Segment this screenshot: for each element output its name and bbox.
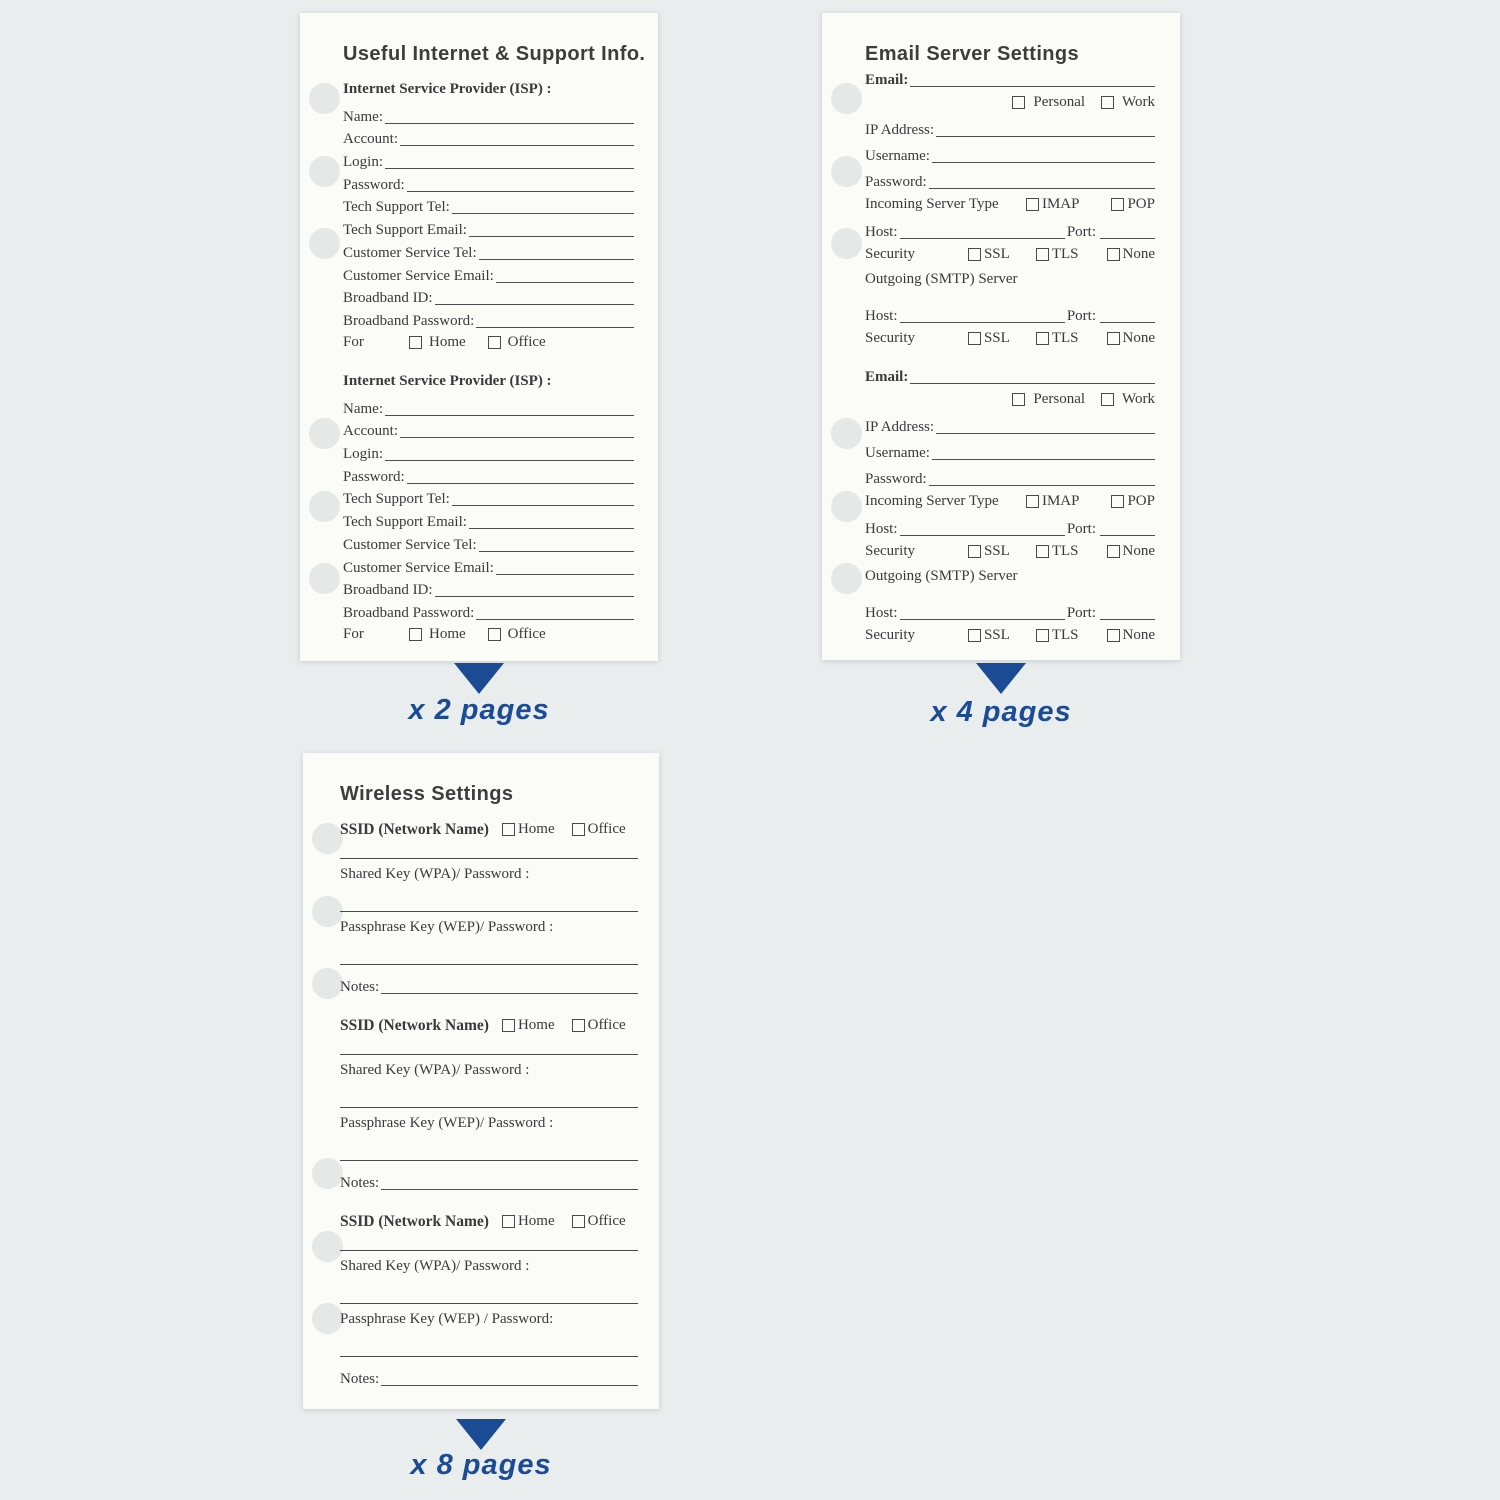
for-row bbox=[343, 625, 634, 645]
ssl-label: SSL bbox=[983, 626, 1010, 643]
binder-hole bbox=[309, 83, 340, 114]
form-row bbox=[865, 140, 1155, 166]
tls-checkbox bbox=[1036, 248, 1049, 261]
blank-line bbox=[340, 1356, 638, 1357]
personal-checkbox bbox=[1012, 393, 1025, 406]
imap-checkbox bbox=[1026, 495, 1039, 508]
security-label: Security bbox=[865, 626, 915, 643]
office-label: Office bbox=[507, 334, 546, 351]
field-label: IP Address: bbox=[865, 419, 935, 435]
notes-label: Notes: bbox=[340, 1371, 380, 1387]
binder-hole bbox=[312, 1303, 343, 1334]
form-row bbox=[343, 308, 634, 331]
isp-section-title: Internet Service Provider (ISP) : bbox=[343, 373, 552, 389]
work-label: Work bbox=[1122, 93, 1155, 110]
field-label: Password: bbox=[865, 471, 927, 487]
form-row bbox=[343, 240, 634, 263]
ssid-row bbox=[340, 1016, 638, 1035]
ssl-checkbox bbox=[968, 629, 981, 642]
ssl-checkbox bbox=[968, 248, 981, 261]
form-row bbox=[343, 127, 634, 150]
blank-line bbox=[340, 1107, 638, 1108]
personal-label: Personal bbox=[1033, 93, 1086, 110]
field-label: Username: bbox=[865, 148, 930, 164]
field-label: Broadband Password: bbox=[343, 604, 475, 621]
port-label: Port: bbox=[1066, 224, 1096, 240]
blank-line bbox=[381, 993, 638, 994]
blank-line bbox=[340, 1250, 638, 1251]
email-page-count: x 4 pages bbox=[930, 696, 1072, 728]
office-checkbox bbox=[572, 1215, 585, 1228]
blank-line bbox=[385, 415, 634, 416]
home-checkbox bbox=[502, 1019, 515, 1032]
blank-line bbox=[400, 145, 634, 146]
port-label: Port: bbox=[1066, 605, 1096, 621]
blank-line bbox=[435, 304, 634, 305]
tls-label: TLS bbox=[1051, 542, 1079, 559]
form-row bbox=[343, 441, 634, 464]
blank-line bbox=[340, 858, 638, 859]
field-label: Tech Support Email: bbox=[343, 514, 467, 531]
isp-info-page bbox=[300, 13, 658, 661]
field-label: Customer Service Tel: bbox=[343, 244, 477, 261]
binder-hole bbox=[309, 228, 340, 259]
security-label: Security bbox=[865, 542, 915, 559]
blank-line bbox=[340, 1303, 638, 1304]
email-section-1 bbox=[865, 68, 1155, 350]
security-row bbox=[865, 623, 1155, 647]
email-label: Email: bbox=[865, 72, 909, 88]
blank-line bbox=[407, 483, 634, 484]
blank-line bbox=[385, 460, 634, 461]
none-label: None bbox=[1122, 626, 1155, 643]
ssid-row bbox=[340, 820, 638, 839]
none-checkbox bbox=[1107, 545, 1120, 558]
none-label: None bbox=[1122, 329, 1155, 346]
blank-line bbox=[1100, 535, 1155, 536]
ssid-label: SSID (Network Name) bbox=[340, 820, 489, 838]
blank-line bbox=[479, 259, 634, 260]
field-label: Broadband ID: bbox=[343, 290, 433, 307]
blank-line bbox=[435, 596, 634, 597]
form-row bbox=[343, 555, 634, 578]
email-section-2 bbox=[865, 365, 1155, 647]
outgoing-server-label: Outgoing (SMTP) Server bbox=[865, 271, 1018, 287]
wireless-section-1 bbox=[340, 820, 638, 997]
tls-label: TLS bbox=[1051, 245, 1079, 262]
email-row bbox=[865, 68, 1155, 90]
none-checkbox bbox=[1107, 248, 1120, 261]
incoming-server-label: Incoming Server Type bbox=[865, 492, 999, 509]
wireless-section-2 bbox=[340, 1016, 638, 1193]
wireless-settings-page bbox=[303, 753, 659, 1409]
home-checkbox bbox=[409, 336, 422, 349]
blank-line bbox=[479, 551, 634, 552]
shared-key-label: Shared Key (WPA)/ Password : bbox=[340, 866, 530, 882]
blank-line bbox=[932, 459, 1155, 460]
home-label: Home bbox=[429, 626, 466, 643]
ssl-label: SSL bbox=[983, 245, 1010, 262]
isp-page-title: Useful Internet & Support Info. bbox=[343, 43, 646, 65]
field-label: Tech Support Tel: bbox=[343, 199, 450, 216]
binder-hole bbox=[309, 156, 340, 187]
work-label: Work bbox=[1122, 390, 1155, 407]
tls-checkbox bbox=[1036, 545, 1049, 558]
ssl-checkbox bbox=[968, 545, 981, 558]
blank-line bbox=[340, 911, 638, 912]
imap-checkbox bbox=[1026, 198, 1039, 211]
shared-key-label: Shared Key (WPA)/ Password : bbox=[340, 1258, 530, 1274]
field-label: Name: bbox=[343, 108, 383, 125]
blank-line bbox=[340, 1160, 638, 1161]
ssl-label: SSL bbox=[983, 542, 1010, 559]
form-row bbox=[343, 396, 634, 419]
form-row bbox=[865, 437, 1155, 463]
home-checkbox bbox=[502, 1215, 515, 1228]
blank-line bbox=[936, 136, 1155, 137]
blank-line bbox=[1100, 619, 1155, 620]
host-label: Host: bbox=[865, 605, 898, 621]
notes-row bbox=[340, 1173, 638, 1193]
security-row bbox=[865, 242, 1155, 266]
home-label: Home bbox=[429, 334, 466, 351]
notes-label: Notes: bbox=[340, 979, 380, 995]
wireless-section-3 bbox=[340, 1212, 638, 1389]
host-label: Host: bbox=[865, 521, 898, 537]
blank-line bbox=[900, 322, 1065, 323]
field-label: Customer Service Email: bbox=[343, 559, 494, 576]
binder-hole bbox=[312, 1231, 343, 1262]
outgoing-server-label: Outgoing (SMTP) Server bbox=[865, 568, 1018, 584]
blank-line bbox=[910, 383, 1155, 384]
blank-line bbox=[340, 964, 638, 965]
email-row bbox=[865, 365, 1155, 387]
form-row bbox=[343, 195, 634, 218]
home-checkbox bbox=[409, 628, 422, 641]
blank-line bbox=[400, 437, 634, 438]
ssid-label: SSID (Network Name) bbox=[340, 1212, 489, 1230]
security-row bbox=[865, 326, 1155, 350]
host-label: Host: bbox=[865, 308, 898, 324]
form-row bbox=[865, 411, 1155, 437]
blank-line bbox=[452, 213, 634, 214]
outgoing-server-row bbox=[865, 268, 1155, 288]
blank-line bbox=[932, 162, 1155, 163]
office-label: Office bbox=[587, 821, 626, 837]
none-checkbox bbox=[1107, 332, 1120, 345]
form-row bbox=[865, 166, 1155, 192]
form-row bbox=[865, 463, 1155, 489]
pop-label: POP bbox=[1127, 195, 1155, 212]
office-checkbox bbox=[572, 1019, 585, 1032]
office-checkbox bbox=[488, 336, 501, 349]
host-port-row bbox=[865, 597, 1155, 623]
ssid-label: SSID (Network Name) bbox=[340, 1016, 489, 1034]
binder-hole bbox=[312, 896, 343, 927]
field-label: Password: bbox=[343, 176, 405, 193]
field-label: Customer Service Tel: bbox=[343, 536, 477, 553]
none-checkbox bbox=[1107, 629, 1120, 642]
blank-line bbox=[900, 238, 1065, 239]
blank-line bbox=[929, 485, 1155, 486]
none-label: None bbox=[1122, 542, 1155, 559]
blank-line bbox=[381, 1385, 638, 1386]
form-row bbox=[343, 286, 634, 309]
for-row bbox=[343, 333, 634, 353]
down-arrow-icon bbox=[454, 663, 504, 694]
blank-line bbox=[476, 619, 634, 620]
blank-line bbox=[910, 86, 1155, 87]
down-arrow-icon bbox=[976, 663, 1026, 694]
security-label: Security bbox=[865, 329, 915, 346]
form-row bbox=[343, 263, 634, 286]
form-row bbox=[343, 600, 634, 623]
field-label: Password: bbox=[343, 468, 405, 485]
pop-checkbox bbox=[1111, 198, 1124, 211]
isp-section-2 bbox=[343, 373, 634, 645]
office-checkbox bbox=[488, 628, 501, 641]
form-row bbox=[343, 464, 634, 487]
blank-line bbox=[496, 574, 634, 575]
blank-line bbox=[469, 528, 634, 529]
blank-line bbox=[476, 327, 634, 328]
blank-line bbox=[452, 505, 634, 506]
field-label: Login: bbox=[343, 154, 383, 171]
incoming-server-label: Incoming Server Type bbox=[865, 195, 999, 212]
home-checkbox bbox=[502, 823, 515, 836]
binder-hole bbox=[312, 1158, 343, 1189]
form-row bbox=[343, 578, 634, 601]
tls-checkbox bbox=[1036, 629, 1049, 642]
blank-line bbox=[900, 619, 1065, 620]
notes-row bbox=[340, 1369, 638, 1389]
pop-checkbox bbox=[1111, 495, 1124, 508]
binder-hole bbox=[309, 491, 340, 522]
tls-checkbox bbox=[1036, 332, 1049, 345]
imap-label: IMAP bbox=[1041, 492, 1080, 509]
office-label: Office bbox=[587, 1017, 626, 1033]
binder-hole bbox=[312, 968, 343, 999]
tls-label: TLS bbox=[1051, 626, 1079, 643]
office-checkbox bbox=[572, 823, 585, 836]
form-row bbox=[343, 487, 634, 510]
isp-section-title: Internet Service Provider (ISP) : bbox=[343, 81, 552, 97]
binder-hole bbox=[831, 228, 862, 259]
binder-hole bbox=[312, 823, 343, 854]
outgoing-server-row bbox=[865, 565, 1155, 585]
isp-page-count: x 2 pages bbox=[408, 694, 550, 726]
blank-line bbox=[936, 433, 1155, 434]
security-label: Security bbox=[865, 245, 915, 262]
email-settings-page bbox=[822, 13, 1180, 660]
blank-line bbox=[496, 282, 634, 283]
home-label: Home bbox=[517, 1213, 555, 1229]
office-label: Office bbox=[587, 1213, 626, 1229]
ssid-row bbox=[340, 1212, 638, 1231]
none-label: None bbox=[1122, 245, 1155, 262]
blank-line bbox=[1100, 238, 1155, 239]
wireless-page-title: Wireless Settings bbox=[340, 783, 514, 805]
form-row bbox=[865, 114, 1155, 140]
work-checkbox bbox=[1101, 96, 1114, 109]
email-label: Email: bbox=[865, 369, 909, 385]
form-row bbox=[343, 217, 634, 240]
binder-hole bbox=[831, 491, 862, 522]
host-port-row bbox=[865, 216, 1155, 242]
incoming-server-row bbox=[865, 192, 1155, 216]
port-label: Port: bbox=[1066, 308, 1096, 324]
email-type-row bbox=[865, 387, 1155, 411]
blank-line bbox=[385, 123, 634, 124]
home-label: Home bbox=[517, 1017, 555, 1033]
wireless-page-count: x 8 pages bbox=[410, 1449, 552, 1481]
blank-line bbox=[385, 168, 634, 169]
binder-hole bbox=[831, 156, 862, 187]
email-type-row bbox=[865, 90, 1155, 114]
down-arrow-icon bbox=[456, 1419, 506, 1450]
personal-label: Personal bbox=[1033, 390, 1086, 407]
form-row bbox=[343, 532, 634, 555]
personal-checkbox bbox=[1012, 96, 1025, 109]
field-label: Broadband ID: bbox=[343, 582, 433, 599]
for-label: For bbox=[343, 626, 364, 643]
for-label: For bbox=[343, 334, 364, 351]
binder-hole bbox=[831, 418, 862, 449]
form-row bbox=[343, 149, 634, 172]
security-row bbox=[865, 539, 1155, 563]
notes-row bbox=[340, 977, 638, 997]
blank-line bbox=[407, 191, 634, 192]
host-port-row bbox=[865, 513, 1155, 539]
binder-hole bbox=[831, 563, 862, 594]
notes-label: Notes: bbox=[340, 1175, 380, 1191]
binder-hole bbox=[309, 418, 340, 449]
tls-label: TLS bbox=[1051, 329, 1079, 346]
home-label: Home bbox=[517, 821, 555, 837]
field-label: Broadband Password: bbox=[343, 312, 475, 329]
email-page-title: Email Server Settings bbox=[865, 43, 1080, 65]
field-label: Customer Service Email: bbox=[343, 267, 494, 284]
field-label: Account: bbox=[343, 131, 398, 148]
isp-section-1 bbox=[343, 81, 634, 353]
shared-key-label: Shared Key (WPA)/ Password : bbox=[340, 1062, 530, 1078]
field-label: Tech Support Email: bbox=[343, 222, 467, 239]
ssl-checkbox bbox=[968, 332, 981, 345]
blank-line bbox=[900, 535, 1065, 536]
blank-line bbox=[340, 1054, 638, 1055]
work-checkbox bbox=[1101, 393, 1114, 406]
field-label: Username: bbox=[865, 445, 930, 461]
host-label: Host: bbox=[865, 224, 898, 240]
passphrase-key-label: Passphrase Key (WEP)/ Password : bbox=[340, 1115, 554, 1131]
binder-hole bbox=[309, 563, 340, 594]
blank-line bbox=[929, 188, 1155, 189]
pop-label: POP bbox=[1127, 492, 1155, 509]
binder-hole bbox=[831, 83, 862, 114]
form-row bbox=[343, 509, 634, 532]
port-label: Port: bbox=[1066, 521, 1096, 537]
blank-line bbox=[381, 1189, 638, 1190]
field-label: Account: bbox=[343, 423, 398, 440]
field-label: Login: bbox=[343, 446, 383, 463]
imap-label: IMAP bbox=[1041, 195, 1080, 212]
field-label: Password: bbox=[865, 174, 927, 190]
form-row bbox=[343, 419, 634, 442]
passphrase-key-label: Passphrase Key (WEP) / Password: bbox=[340, 1311, 554, 1327]
incoming-server-row bbox=[865, 489, 1155, 513]
host-port-row bbox=[865, 300, 1155, 326]
office-label: Office bbox=[507, 626, 546, 643]
passphrase-key-label: Passphrase Key (WEP)/ Password : bbox=[340, 919, 554, 935]
field-label: IP Address: bbox=[865, 122, 935, 138]
blank-line bbox=[1100, 322, 1155, 323]
field-label: Name: bbox=[343, 400, 383, 417]
ssl-label: SSL bbox=[983, 329, 1010, 346]
form-row bbox=[343, 104, 634, 127]
blank-line bbox=[469, 236, 634, 237]
field-label: Tech Support Tel: bbox=[343, 491, 450, 508]
form-row bbox=[343, 172, 634, 195]
